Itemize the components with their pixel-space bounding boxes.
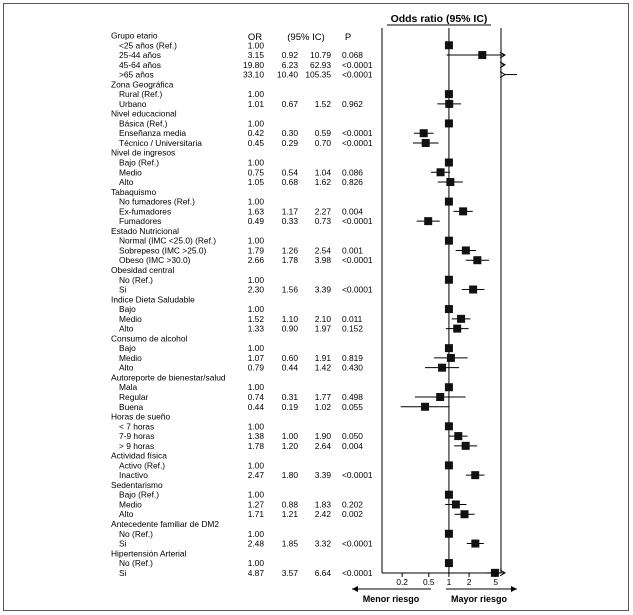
or-point-marker (446, 178, 454, 186)
row-label: Mala (119, 382, 138, 393)
p-value: <0.0001 (342, 470, 373, 481)
p-value: 0.004 (342, 206, 363, 217)
or-point-marker (436, 393, 444, 401)
row-label: Medio (119, 167, 142, 178)
p-value: 0.086 (342, 167, 363, 178)
or-value: 19.80 (243, 59, 264, 70)
ci-low-value: 0.68 (281, 177, 298, 188)
or-point-marker (452, 500, 460, 508)
row-label: No fumadores (Ref.) (119, 196, 195, 207)
p-value: 0.152 (342, 323, 363, 334)
ci-low-value: 0.60 (281, 352, 298, 363)
row-label: Técnico / Universitaria (119, 137, 202, 148)
group-header-label: Estado Nutricional (111, 225, 179, 236)
row-label: Alto (119, 177, 134, 188)
row-label: > 9 horas (119, 440, 155, 451)
row-label: >65 años (119, 69, 154, 80)
row-label: Normal (IMC <25.0) (Ref.) (119, 235, 217, 246)
or-value: 2.47 (247, 470, 264, 481)
or-point-marker (473, 256, 481, 264)
ci-low-value: 1.78 (281, 255, 298, 266)
row-label: Medio (119, 352, 142, 363)
or-value: 1.00 (247, 118, 264, 129)
or-value: 2.30 (247, 284, 264, 295)
x-tick-label: 0.5 (422, 577, 435, 587)
row-label: <25 años (Ref.) (119, 40, 177, 51)
row-label: Obeso (IMC >30.0) (119, 255, 191, 266)
p-value: 0.050 (342, 431, 363, 442)
or-value: 0.42 (247, 128, 264, 139)
or-point-marker (445, 159, 453, 167)
x-tick-label: 0.2 (396, 577, 408, 587)
or-point-marker (445, 422, 453, 430)
group-header-label: Nivel educacional (111, 108, 177, 119)
p-value: 0.430 (342, 362, 363, 373)
or-value: 1.00 (247, 528, 264, 539)
or-point-marker (438, 364, 446, 372)
ci-low-value: 1.00 (281, 431, 298, 442)
p-value: <0.0001 (342, 216, 373, 227)
group-header-label: Indice Dieta Saludable (111, 294, 195, 305)
or-value: 1.52 (247, 313, 264, 324)
or-value: 0.44 (247, 401, 264, 412)
or-point-marker (445, 491, 453, 499)
or-value: 3.15 (247, 50, 264, 61)
or-point-marker (445, 383, 453, 391)
row-label: Sobrepeso (IMC >25.0) (119, 245, 207, 256)
p-value: 0.826 (342, 177, 363, 188)
rows-layer (111, 31, 373, 578)
row-label: Alto (119, 509, 134, 520)
ci-low-value: 0.29 (281, 137, 298, 148)
ci-low-value: 3.57 (281, 567, 298, 578)
ci-high-value: 1.04 (314, 167, 331, 178)
p-value: <0.0001 (342, 69, 373, 80)
or-value: 1.00 (247, 157, 264, 168)
ci-high-value: 1.52 (314, 98, 331, 109)
or-value: 1.00 (247, 89, 264, 100)
plot-layer (382, 28, 517, 577)
ci-high-value: 1.83 (314, 499, 331, 510)
ci-high-value: 2.10 (314, 313, 331, 324)
ci-low-value: 0.33 (281, 216, 298, 227)
row-label: Alto (119, 323, 134, 334)
row-label: No (Ref.) (119, 274, 153, 285)
p-value: <0.0001 (342, 137, 373, 148)
ci-low-value: 0.31 (281, 391, 298, 402)
or-point-marker (453, 325, 461, 333)
ci-high-value: 2.42 (314, 509, 331, 520)
p-value: <0.0001 (342, 128, 373, 139)
or-point-marker (445, 198, 453, 206)
row-label: Rural (Ref.) (119, 89, 163, 100)
ci-high-value: 0.59 (314, 128, 331, 139)
ci-high-value: 1.77 (314, 391, 331, 402)
row-label: Medio (119, 499, 142, 510)
or-point-marker (445, 119, 453, 127)
or-point-marker (445, 305, 453, 313)
ci-high-value: 1.91 (314, 352, 331, 363)
ci-high-value: 0.73 (314, 216, 331, 227)
or-value: 1.00 (247, 274, 264, 285)
ci-low-value: 0.67 (281, 98, 298, 109)
or-value: 1.00 (247, 460, 264, 471)
ci-high-value: 3.98 (314, 255, 331, 266)
or-value: 1.00 (247, 382, 264, 393)
ci-high-value: 6.64 (314, 567, 331, 578)
ci-high-value: 3.32 (314, 538, 331, 549)
ci-high-value: 2.54 (314, 245, 331, 256)
ci-low-value: 0.54 (281, 167, 298, 178)
row-label: Medio (119, 313, 142, 324)
ci-low-value: 0.30 (281, 128, 298, 139)
group-header-label: Hipertensión Arterial (111, 548, 187, 559)
group-header-label: Sedentarismo (111, 479, 163, 490)
or-point-marker (454, 432, 462, 440)
ci-high-value: 0.70 (314, 137, 331, 148)
p-value: 0.011 (342, 313, 363, 324)
or-point-marker (445, 276, 453, 284)
row-label: Fumadores (119, 216, 162, 227)
row-label: Regular (119, 391, 149, 402)
p-value: 0.004 (342, 440, 363, 451)
x-tick-label: 1 (446, 577, 452, 587)
or-point-marker (457, 315, 465, 323)
row-label: Básica (Ref.) (119, 118, 168, 129)
or-point-marker (459, 207, 467, 215)
p-value: 0.819 (342, 352, 363, 363)
or-value: 1.27 (247, 499, 264, 510)
or-point-marker (445, 461, 453, 469)
or-value: 1.79 (247, 245, 264, 256)
or-point-marker (445, 90, 453, 98)
group-header-label: Nivel de ingresos (111, 147, 176, 158)
p-value: 0.068 (342, 50, 363, 61)
ci-high-value: 1.02 (314, 401, 331, 412)
ci-high-value: 1.62 (314, 177, 331, 188)
ci-low-value: 0.44 (281, 362, 298, 373)
or-value: 1.05 (247, 177, 264, 188)
ci-low-value: 1.20 (281, 440, 298, 451)
or-value: 2.48 (247, 538, 264, 549)
or-value: 4.87 (247, 567, 264, 578)
or-value: 1.00 (247, 235, 264, 246)
or-point-marker (462, 442, 470, 450)
or-value: 1.00 (247, 558, 264, 569)
col-header-or: OR (247, 32, 263, 43)
col-header-p: P (344, 32, 352, 43)
ci-low-value: 0.90 (281, 323, 298, 334)
p-value: <0.0001 (342, 284, 373, 295)
group-header-label: Horas de sueño (111, 411, 171, 422)
or-value: 0.45 (247, 137, 264, 148)
or-value: 0.74 (247, 391, 264, 402)
group-header-label: Consumo de alcohol (111, 333, 188, 344)
row-label: No (Ref.) (119, 558, 153, 569)
ci-high-value: 105.35 (305, 69, 331, 80)
row-label: No (Ref.) (119, 528, 153, 539)
p-value: <0.0001 (342, 59, 373, 70)
or-value: 1.00 (247, 304, 264, 315)
ci-low-value: 10.40 (277, 69, 298, 80)
or-point-marker (421, 403, 429, 411)
or-point-marker (420, 129, 428, 137)
or-value: 1.00 (247, 421, 264, 432)
row-label: Ex-fumadores (119, 206, 172, 217)
ci-low-value: 1.10 (281, 313, 298, 324)
or-point-marker (424, 217, 432, 225)
or-point-marker (445, 100, 453, 108)
group-header-label: Grupo etario (111, 30, 158, 41)
ci-low-value: 0.19 (281, 401, 298, 412)
p-value: 0.498 (342, 391, 363, 402)
or-value: 1.00 (247, 343, 264, 354)
row-label: Bajo (Ref.) (119, 489, 160, 500)
ci-high-value: 62.93 (310, 59, 331, 70)
or-value: 1.00 (247, 489, 264, 500)
p-value: 0.202 (342, 499, 363, 510)
ci-high-value: 3.39 (314, 470, 331, 481)
row-label: Enseñanza media (119, 128, 187, 139)
group-header-label: Obesidad central (111, 264, 175, 275)
group-header-label: Antecedente familiar de DM2 (111, 519, 219, 529)
x-axis (352, 573, 517, 604)
or-value: 1.00 (247, 196, 264, 207)
higher-risk-arrowhead (511, 586, 517, 592)
chart-title: Odds ratio (95% IC) (390, 13, 488, 25)
row-label: Bajo (119, 304, 136, 315)
row-label: 7-9 horas (119, 431, 155, 442)
ci-low-value: 0.92 (281, 50, 298, 61)
lower-risk-label: Menor riesgo (362, 594, 420, 604)
row-label: Bajo (Ref.) (119, 157, 160, 168)
or-point-marker (445, 41, 453, 49)
or-point-marker (445, 559, 453, 567)
ci-low-value: 1.26 (281, 245, 298, 256)
group-header-label: Actividad física (111, 450, 167, 461)
or-value: 0.75 (247, 167, 264, 178)
row-label: 45-64 años (119, 59, 161, 70)
p-value: 0.001 (342, 245, 363, 256)
or-value: 0.49 (247, 216, 264, 227)
row-label: Inactivo (119, 470, 148, 481)
or-value: 1.63 (247, 206, 264, 217)
or-value: 1.01 (247, 98, 264, 109)
row-label: Urbano (119, 98, 147, 109)
ci-low-value: 1.85 (281, 538, 298, 549)
or-point-marker (471, 471, 479, 479)
ci-high-value: 1.42 (314, 362, 331, 373)
or-point-marker (445, 344, 453, 352)
ci-low-value: 0.88 (281, 499, 298, 510)
p-value: <0.0001 (342, 538, 373, 549)
ci-low-value: 1.56 (281, 284, 298, 295)
group-header-label: Zona Geográfica (111, 79, 174, 90)
row-label: Si (119, 284, 127, 295)
p-value: <0.0001 (342, 255, 373, 266)
or-point-marker (445, 530, 453, 538)
ci-high-value: 1.97 (314, 323, 331, 334)
p-value: 0.962 (342, 98, 363, 109)
or-value: 1.00 (247, 40, 264, 51)
row-label: Alto (119, 362, 134, 373)
x-tick-label: 5 (493, 577, 499, 587)
or-point-marker (422, 139, 430, 147)
or-point-marker (471, 540, 479, 548)
row-label: < 7 horas (119, 421, 155, 432)
or-point-marker (462, 246, 470, 254)
ci-low-value: 1.21 (281, 509, 298, 520)
row-label: Si (119, 567, 127, 578)
ci-high-value: 2.27 (314, 206, 331, 217)
x-tick-label: 2 (466, 577, 472, 587)
or-point-marker (461, 510, 469, 518)
or-point-marker (447, 354, 455, 362)
row-label: Activo (Ref.) (119, 460, 166, 471)
row-label: 25-44 años (119, 50, 161, 61)
or-point-marker (445, 237, 453, 245)
or-value: 33.10 (243, 69, 264, 80)
or-point-marker (469, 286, 477, 294)
higher-risk-label: Mayor riesgo (450, 594, 508, 604)
ci-low-value: 6.23 (281, 59, 298, 70)
or-value: 1.07 (247, 352, 264, 363)
or-value: 1.78 (247, 440, 264, 451)
ci-high-value: 3.39 (314, 284, 331, 295)
lower-risk-arrowhead (352, 586, 358, 592)
group-header-label: Tabaquismo (111, 186, 157, 197)
ci-high-value: 1.90 (314, 431, 331, 442)
ci-low-value: 1.17 (281, 206, 298, 217)
col-header-ci: (95% IC) (287, 32, 325, 43)
p-value: 0.002 (342, 509, 363, 520)
or-value: 1.33 (247, 323, 264, 334)
or-point-marker (437, 168, 445, 176)
ci-high-value: 2.64 (314, 440, 331, 451)
ci-high-value: 10.79 (310, 50, 331, 61)
ci-low-value: 1.80 (281, 470, 298, 481)
or-value: 1.38 (247, 431, 264, 442)
or-value: 0.79 (247, 362, 264, 373)
p-value: 0.055 (342, 401, 363, 412)
or-value: 2.66 (247, 255, 264, 266)
group-header-label: Autoreporte de bienestar/salud (111, 372, 226, 383)
row-label: Buena (119, 401, 144, 412)
or-point-marker (478, 51, 486, 59)
or-value: 1.71 (247, 509, 264, 520)
row-label: Bajo (119, 343, 136, 354)
row-label: Si (119, 538, 127, 549)
p-value: <0.0001 (342, 567, 373, 578)
